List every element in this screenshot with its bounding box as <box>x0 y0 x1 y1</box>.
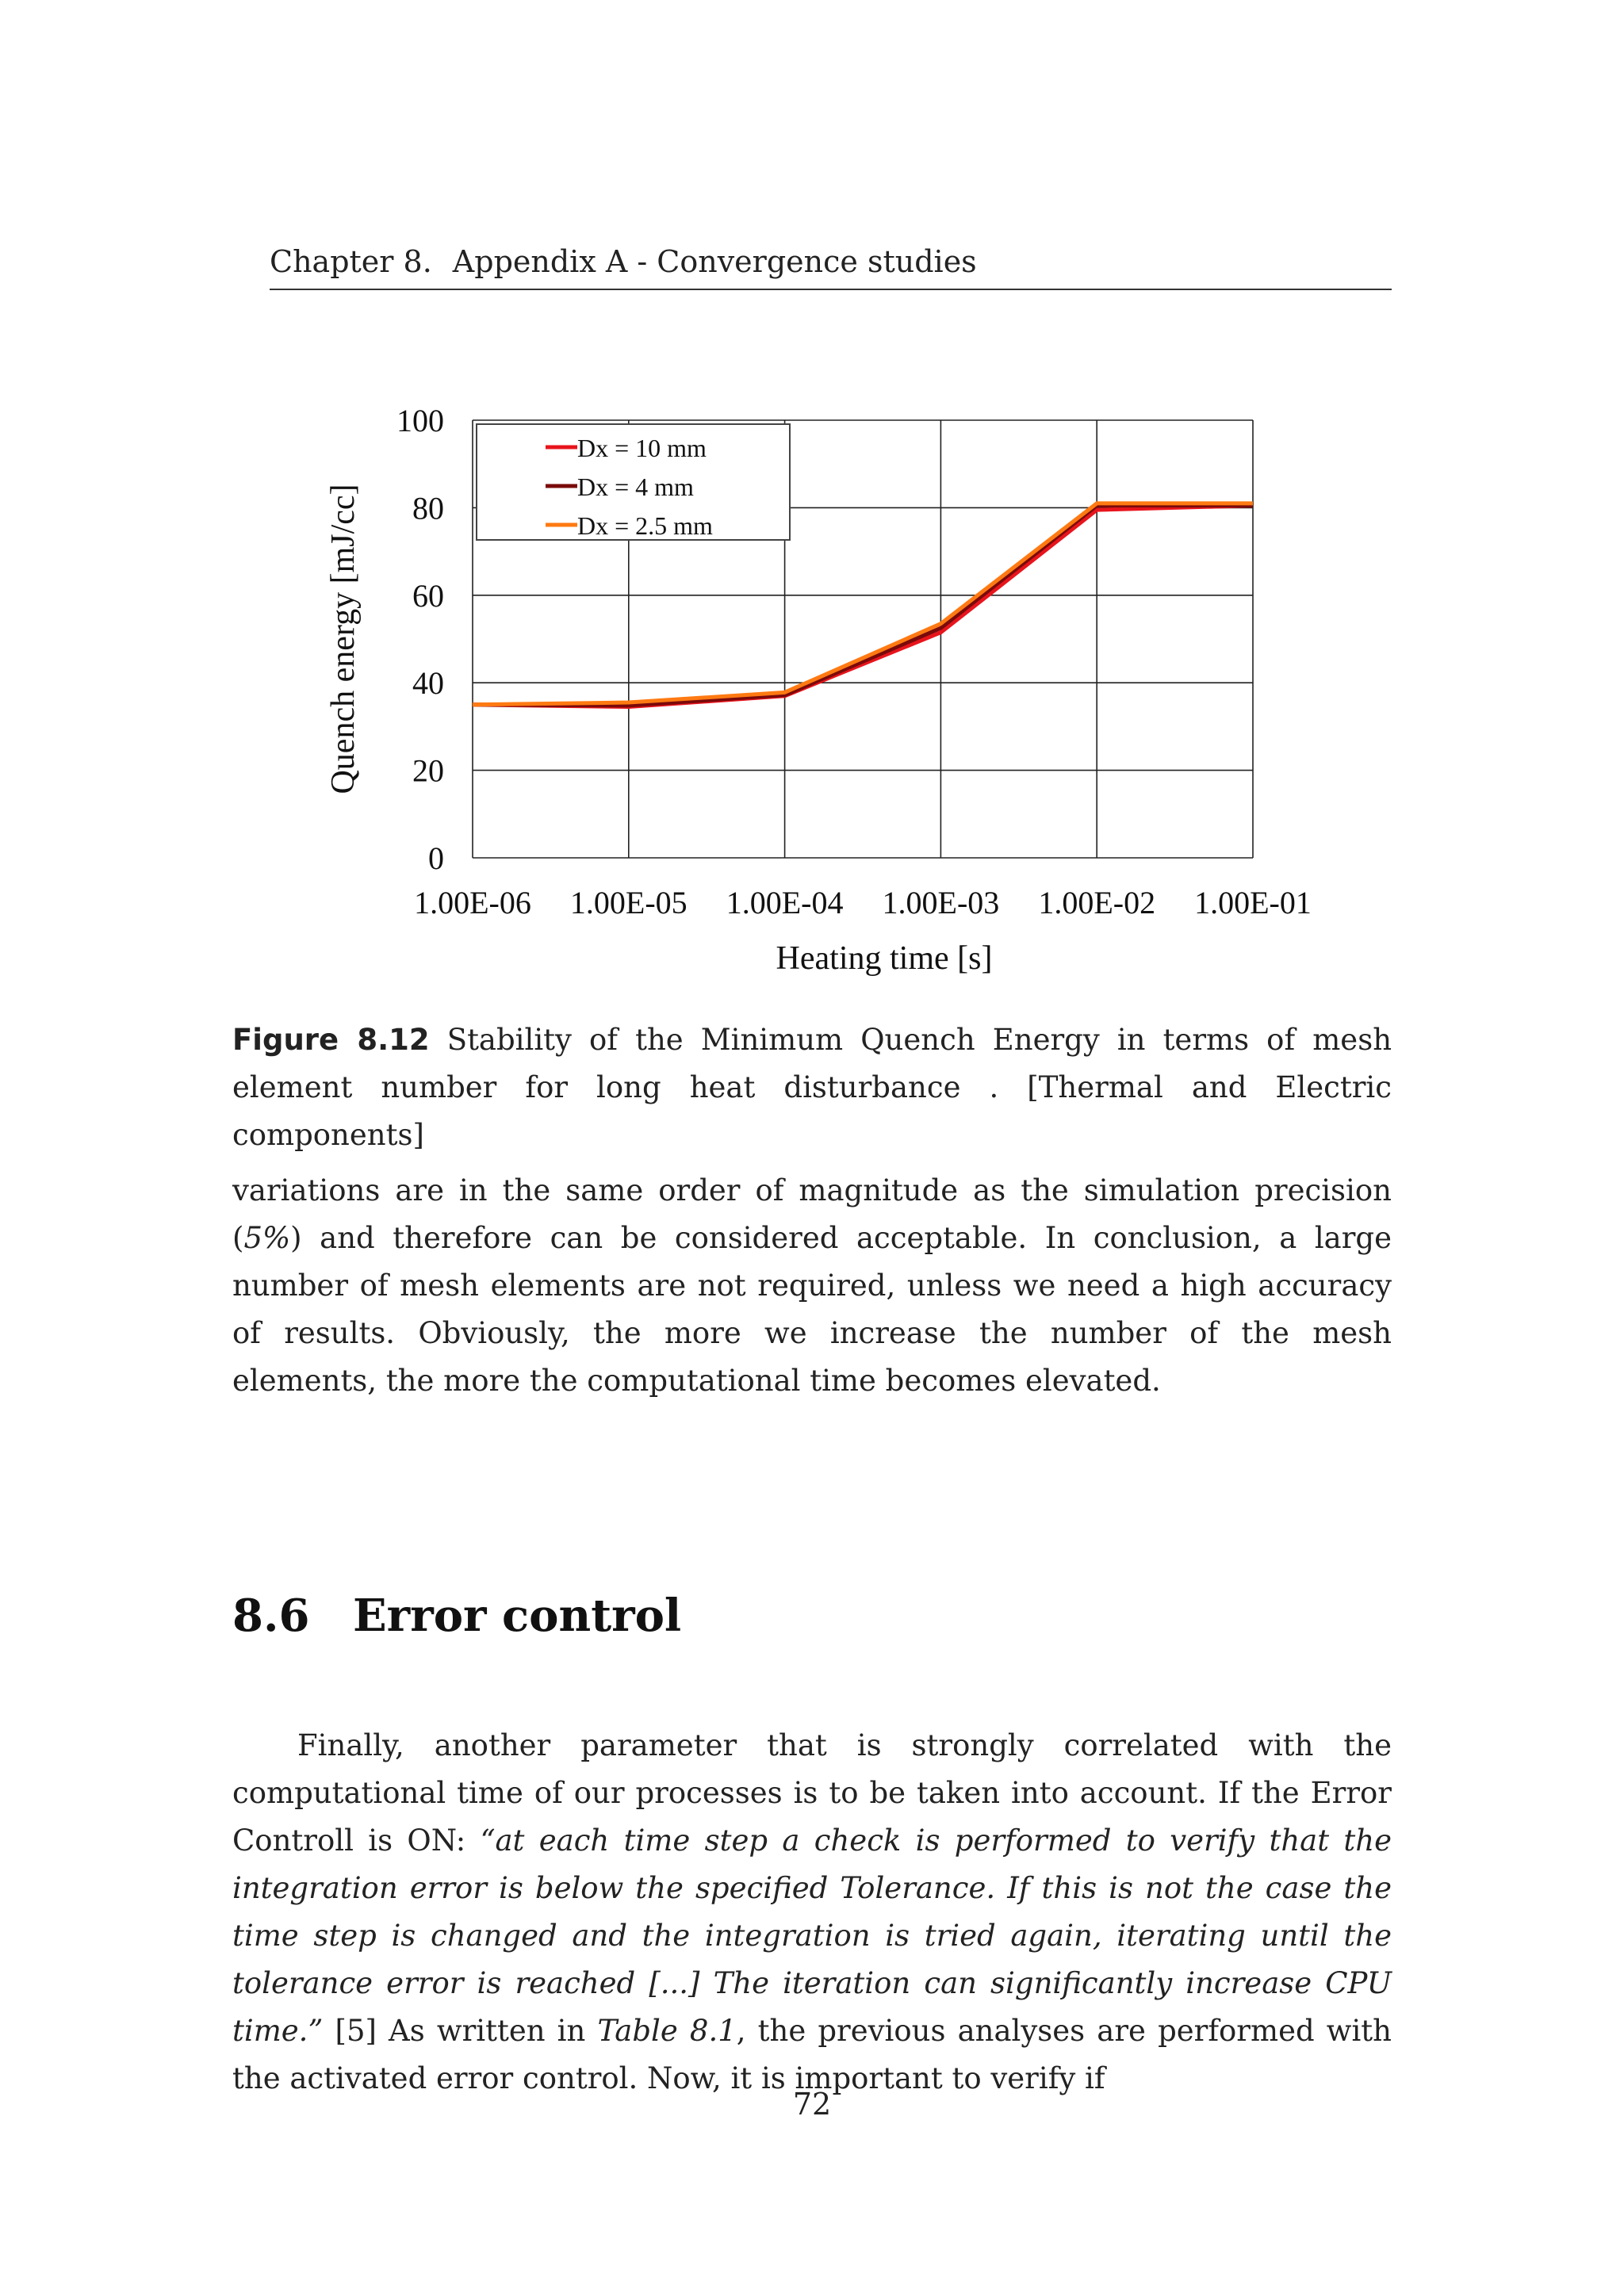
y-axis-label: Quench energy [mJ/cc] <box>325 484 362 794</box>
page-number: 72 <box>792 2087 832 2122</box>
figure-caption <box>232 1016 1392 1159</box>
para1-text-2: ) and therefore can be considered acceptable. In conclusion, a large number of mesh elements are not required, unless we need a high accuracy of results. Obviously, the more we increase the number of the mesh elements, the more the computational time becomes elevated. <box>232 1221 1392 1398</box>
y-tick-label: 60 <box>412 577 444 614</box>
quoted-text: “at each time step a check is performed to verify that the integration error is below the specified Tolerance. If this is not the case the time step is changed and the integration is tried again, iterating until the tolerance error is reached [...] The iteration can significantly increase CPU time.” <box>232 1823 1392 2048</box>
x-tick-label: 1.00E-06 <box>414 885 531 920</box>
legend-label: Dx = 2.5 mm <box>577 511 713 540</box>
y-tick-label: 80 <box>412 490 444 526</box>
figure-label: Figure 8.12 <box>232 1023 430 1057</box>
table-reference: Table 8.1 <box>597 2014 737 2048</box>
x-axis-label: Heating time [s] <box>776 940 993 977</box>
x-tick-label: 1.00E-01 <box>1194 885 1312 920</box>
y-tick-label: 100 <box>396 403 444 438</box>
para2-text-1: Finally, another parameter that is strongly correlated with the computational time of our processes is to be taken into account. If the Error Controll is ON: <box>232 1728 1392 1858</box>
precision-value: 5% <box>243 1221 291 1255</box>
x-tick-label: 1.00E-03 <box>882 885 1000 920</box>
para2-text-2: [5] As written in <box>323 2014 598 2048</box>
para2-text-3: , the previous analyses are performed with the activated error control. Now, it is important to verify if <box>232 2014 1392 2095</box>
section-title: Error control <box>353 1590 682 1642</box>
section-heading <box>232 1590 681 1642</box>
chapter-title: Appendix A - Convergence studies <box>452 244 977 279</box>
y-tick-label: 40 <box>412 665 444 702</box>
x-tick-label: 1.00E-02 <box>1038 885 1156 920</box>
y-tick-label: 0 <box>428 840 444 876</box>
legend-label: Dx = 4 mm <box>577 473 694 501</box>
legend-label: Dx = 10 mm <box>577 434 707 462</box>
body-paragraph-2 <box>232 1722 1392 2103</box>
figure-caption-text: Stability of the Minimum Quench Energy in terms of mesh element number for long heat disturbance . [Thermal and Electric components] <box>232 1023 1392 1152</box>
x-tick-label: 1.00E-04 <box>726 885 844 920</box>
section-number: 8.6 <box>232 1590 310 1642</box>
para1-text-1: variations are in the same order of magnitude as the simulation precision ( <box>232 1173 1392 1255</box>
x-tick-label: 1.00E-05 <box>569 885 688 920</box>
y-tick-label: 20 <box>412 752 444 789</box>
body-paragraph-1 <box>232 1167 1392 1405</box>
chapter-number: Chapter 8. <box>270 244 432 279</box>
quench-energy-chart <box>0 0 1624 999</box>
